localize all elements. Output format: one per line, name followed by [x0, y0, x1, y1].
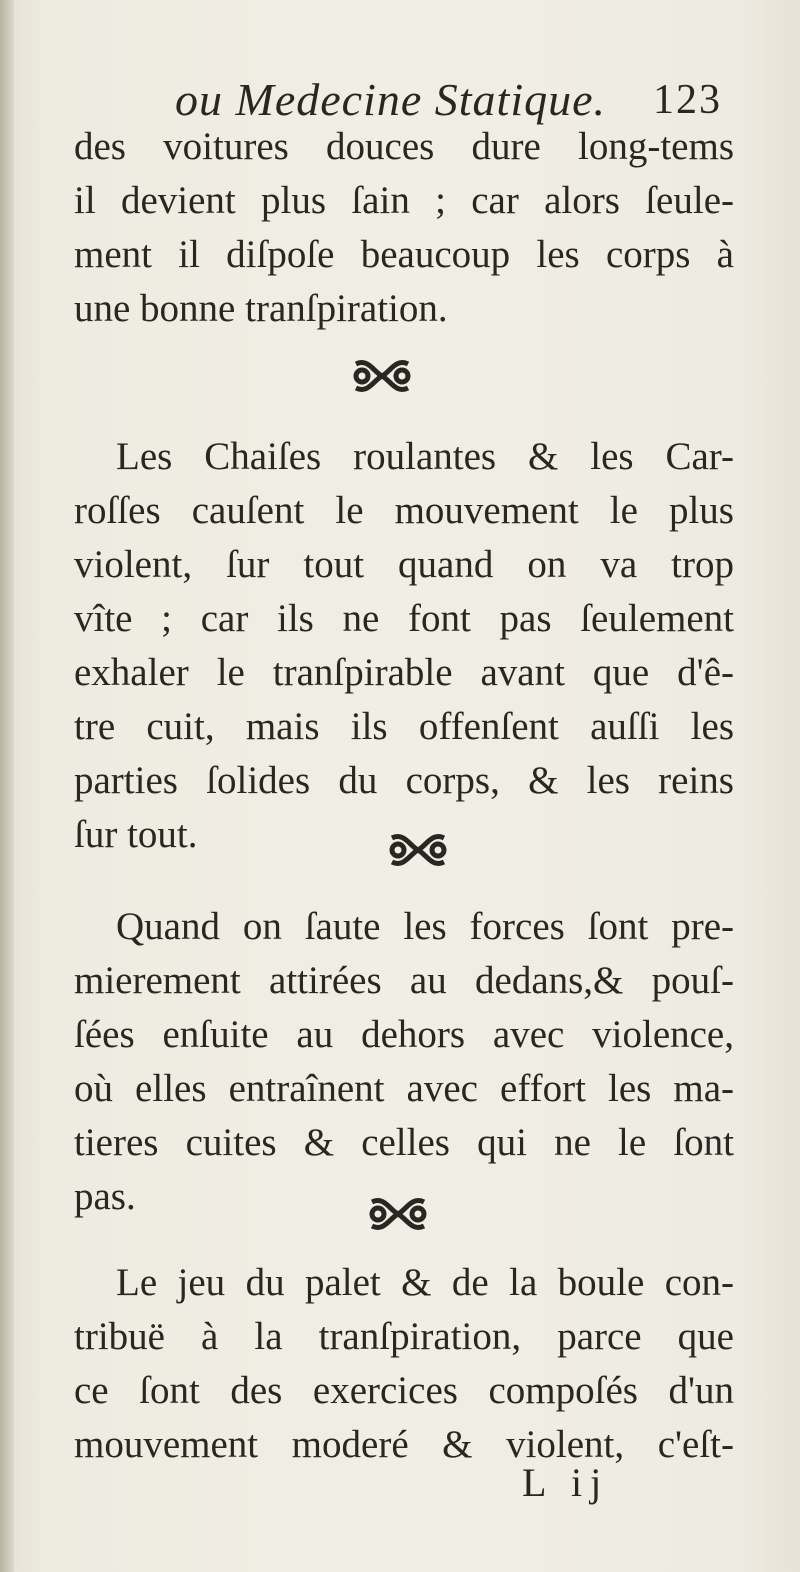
- text-line: ſur tout.: [74, 813, 198, 856]
- section-ornament-icon: [366, 1194, 430, 1234]
- paragraph-1: [74, 120, 734, 336]
- text-line: il devient plus ſain ; car alors ſeule-: [74, 179, 734, 222]
- text-line: vîte ; car ils ne font pas ſeulement: [74, 597, 734, 640]
- section-ornament-icon: [350, 356, 414, 396]
- signature-mark: L ij: [522, 1460, 610, 1505]
- text-line: mierement attirées au dedans,& pouſ-: [74, 959, 734, 1002]
- text-line: tieres cuites & celles qui ne le ſont: [74, 1121, 734, 1164]
- text-line: roſſes cauſent le mouvement le plus: [74, 489, 734, 532]
- paragraph-4: [74, 1256, 734, 1472]
- text-line: ment il diſpoſe beaucoup les corps à: [74, 233, 734, 276]
- text-line: parties ſolides du corps, & les reins: [74, 759, 734, 802]
- running-title: ou Medecine Statique.: [175, 74, 607, 125]
- paragraph-3: [74, 900, 734, 1224]
- text-line: violent, ſur tout quand on va trop: [74, 543, 734, 586]
- text-line: ſées enſuite au dehors avec violence,: [74, 1013, 734, 1056]
- text-line: tribuë à la tranſpiration, parce que: [74, 1315, 734, 1358]
- text-line: pas.: [74, 1175, 136, 1218]
- text-line: Quand on ſaute les forces ſont pre-: [116, 905, 734, 948]
- page-number: 123: [653, 77, 722, 123]
- text-line: où elles entraînent avec effort les ma-: [74, 1067, 734, 1110]
- text-line: ce ſont des exercices compoſés d'un: [74, 1369, 734, 1412]
- text-line: une bonne tranſpiration.: [74, 287, 448, 330]
- text-line: tre cuit, mais ils offenſent auſſi les: [74, 705, 734, 748]
- paragraph-2: [74, 430, 734, 862]
- text-line: Le jeu du palet & de la boule con-: [116, 1261, 734, 1304]
- text-line: des voitures douces dure long-tems: [74, 125, 734, 168]
- text-line: mouvement moderé & violent, c'eſt-: [74, 1423, 734, 1466]
- section-ornament-icon: [386, 830, 450, 870]
- text-line: Les Chaiſes roulantes & les Car-: [116, 435, 734, 478]
- page-edge-shadow: [0, 0, 14, 1572]
- text-line: exhaler le tranſpirable avant que d'ê-: [74, 651, 734, 694]
